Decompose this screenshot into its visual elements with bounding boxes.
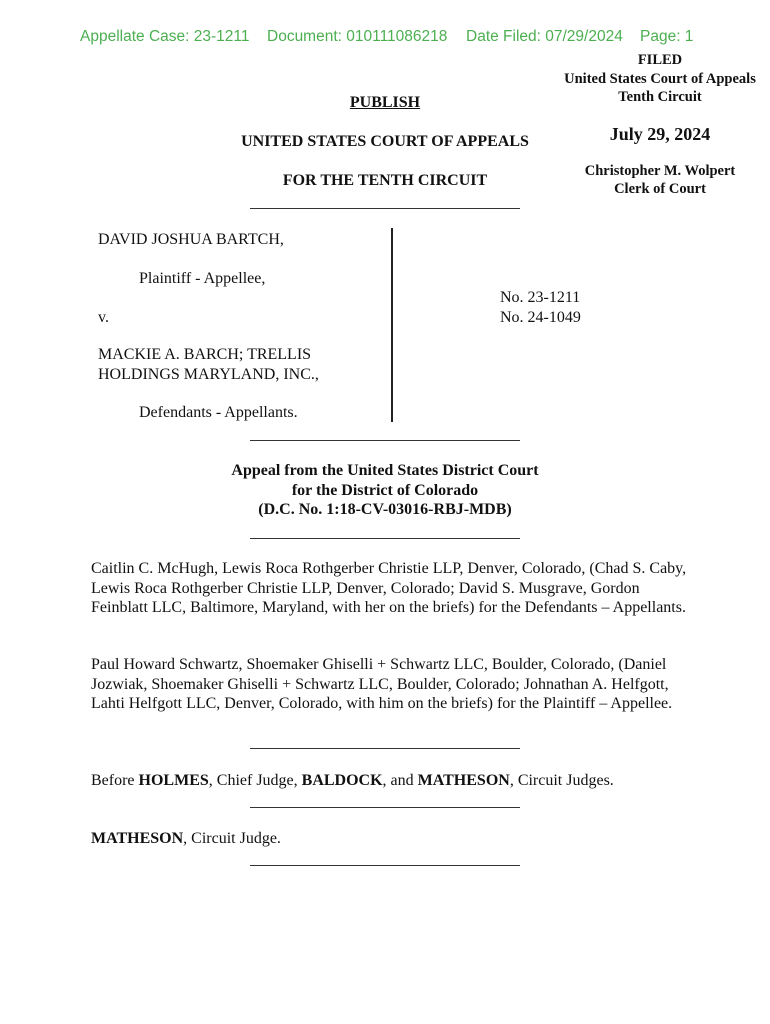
stamp-page-number: Page: 1: [640, 28, 694, 45]
filed-circuit: Tenth Circuit: [618, 89, 702, 105]
stamp-document-number: Document: 010111086218: [267, 28, 448, 45]
appeal-line3: (D.C. No. 1:18-CV-03016-RBJ-MDB): [258, 501, 512, 518]
versus: v.: [98, 309, 109, 326]
counsel-defendants: Caitlin C. McHugh, Lewis Roca Rothgerber Christie LLP, Denver, Colorado, (Chad S. Caby, Lewis Roca Rothgerber Christie LLP, Denver, Colorado; David S. Musgrave, Gordon Feinblatt LLC, Baltimore, Maryland, with her on the briefs) for the Defendants – Appellants.: [91, 560, 687, 616]
counsel-plaintiff: Paul Howard Schwartz, Shoemaker Ghiselli + Schwartz LLC, Boulder, Colorado, (Daniel Jozwiak, Shoemaker Ghiselli + Schwartz LLC, Boulder, Colorado; Johnathan A. Helfgott, Lahti Helfgott LLC, Denver, Colorado, with him on the briefs) for the Plaintiff – Appellee.: [91, 656, 673, 712]
filed-date: July 29, 2024: [609, 124, 711, 144]
author-name: MATHESON: [91, 830, 184, 847]
court-heading: UNITED STATES COURT OF APPEALS: [241, 133, 529, 150]
author-title: , Circuit Judge.: [183, 830, 281, 847]
case-number-2: No. 24-1049: [500, 309, 581, 326]
divider: [250, 807, 520, 808]
panel-judge-holmes: HOLMES: [138, 772, 209, 789]
filed-label: FILED: [637, 52, 683, 68]
panel-judge1-title: , Chief Judge,: [208, 772, 302, 789]
publish-heading: PUBLISH: [349, 94, 421, 111]
defendants-role: Defendants - Appellants.: [139, 404, 298, 421]
panel-judge-matheson: MATHESON: [417, 772, 510, 789]
appeal-line2: for the District of Colorado: [291, 482, 479, 499]
panel-judges-title: , Circuit Judges.: [509, 772, 614, 789]
plaintiff-role: Plaintiff - Appellee,: [139, 270, 266, 287]
panel-and: , and: [382, 772, 418, 789]
plaintiff-name: DAVID JOSHUA BARTCH,: [98, 231, 284, 248]
clerk-name: Christopher M. Wolpert: [584, 163, 736, 179]
panel-before: Before: [91, 772, 139, 789]
clerk-title: Clerk of Court: [614, 181, 706, 197]
stamp-date-filed: Date Filed: 07/29/2024: [466, 28, 623, 45]
author-line: [91, 830, 281, 848]
divider: [250, 748, 520, 749]
defendants-line2: HOLDINGS MARYLAND, INC.,: [98, 366, 319, 383]
case-number-1: No. 23-1211: [500, 289, 581, 306]
divider: [250, 865, 520, 866]
caption-divider: [391, 228, 393, 422]
filed-court: United States Court of Appeals: [564, 71, 756, 87]
panel-judge-baldock: BALDOCK: [301, 772, 383, 789]
defendants-line1: MACKIE A. BARCH; TRELLIS: [98, 346, 312, 363]
circuit-heading: FOR THE TENTH CIRCUIT: [282, 172, 488, 189]
divider: [250, 208, 520, 209]
stamp-case-number: Appellate Case: 23-1211: [80, 28, 250, 45]
divider: [250, 440, 520, 441]
appeal-line1: Appeal from the United States District Court: [231, 462, 539, 479]
panel-line: [91, 772, 614, 790]
divider: [250, 538, 520, 539]
